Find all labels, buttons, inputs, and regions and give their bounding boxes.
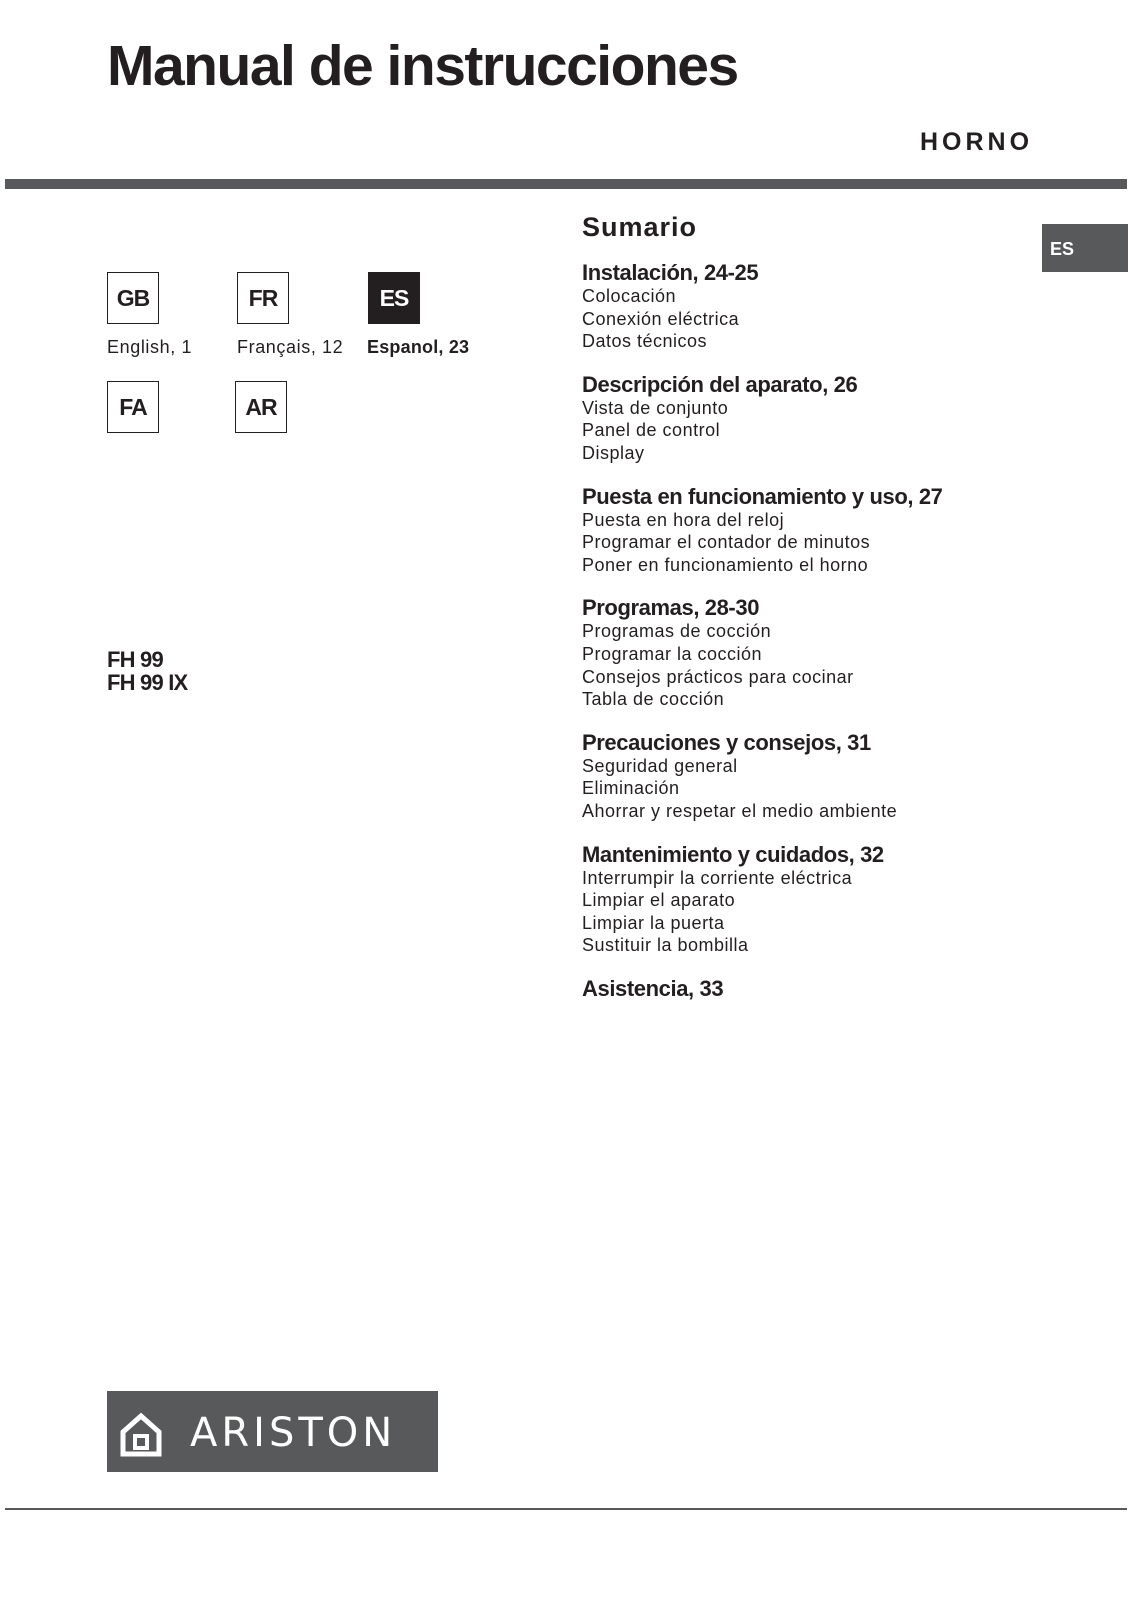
toc-item: Tabla de cocción <box>582 689 725 710</box>
toc-section <box>582 976 1022 1001</box>
toc-item: Display <box>582 442 645 463</box>
toc-item: Panel de control <box>582 420 721 441</box>
brand-logo <box>107 1391 438 1472</box>
toc-item: Limpiar la puerta <box>582 912 725 933</box>
model-list <box>107 648 187 694</box>
toc-section <box>582 730 1022 823</box>
product-type: HORNO <box>920 128 1034 156</box>
toc-item: Programar el contador de minutos <box>582 532 871 553</box>
toc-section-title: Instalación, 24-25 <box>582 260 759 285</box>
brand-name: ARISTON <box>190 1410 397 1456</box>
toc-item: Conexión eléctrica <box>582 308 740 329</box>
toc-item: Consejos prácticos para cocinar <box>582 666 854 687</box>
header-divider <box>5 179 1127 189</box>
toc-item: Eliminación <box>582 778 680 799</box>
toc-section <box>582 372 1022 465</box>
toc-item: Colocación <box>582 286 677 306</box>
toc-section-title: Puesta en funcionamiento y uso, 27 <box>582 483 943 509</box>
toc-item: Sustituir la bombilla <box>582 935 749 956</box>
toc-item: Programar la cocción <box>582 643 763 664</box>
toc-section-title: Precauciones y consejos, 31 <box>582 729 871 755</box>
toc-item: Seguridad general <box>582 755 738 776</box>
language-box-gb: GB <box>107 272 159 324</box>
toc-item: Programas de cocción <box>582 621 772 642</box>
toc-section <box>582 595 1022 710</box>
table-of-contents <box>582 212 1022 1020</box>
toc-item: Puesta en hora del reloj <box>582 509 785 530</box>
model-name: FH 99 <box>107 647 163 672</box>
toc-heading: Sumario <box>582 212 698 242</box>
language-box-ar: AR <box>235 381 287 433</box>
footer-divider <box>5 1508 1127 1510</box>
toc-item: Limpiar el aparato <box>582 890 736 911</box>
language-box-fa: FA <box>107 381 159 433</box>
language-box-fr: FR <box>237 272 289 324</box>
toc-section-title: Asistencia, 33 <box>582 975 724 1001</box>
toc-item: Ahorrar y respetar el medio ambiente <box>582 800 898 821</box>
toc-item: Interrumpir la corriente eléctrica <box>582 867 853 888</box>
toc-section-title: Programas, 28-30 <box>582 595 760 621</box>
house-icon <box>119 1412 163 1463</box>
toc-section <box>582 842 1022 957</box>
toc-section-title: Descripción del aparato, 26 <box>582 371 858 397</box>
language-label-es: Espanol, 23 <box>367 337 470 357</box>
page-title: Manual de instrucciones <box>107 34 738 98</box>
toc-item: Vista de conjunto <box>582 397 729 418</box>
language-label-gb: English, 1 <box>107 337 193 357</box>
toc-item: Poner en funcionamiento el horno <box>582 554 869 575</box>
language-tab: ES <box>1042 224 1128 272</box>
toc-section-title: Mantenimiento y cuidados, 32 <box>582 841 884 867</box>
toc-item: Datos técnicos <box>582 331 708 352</box>
toc-section <box>582 260 1022 353</box>
language-box-es: ES <box>368 272 420 324</box>
language-label-fr: Français, 12 <box>237 337 344 357</box>
model-name: FH 99 IX <box>107 670 188 695</box>
toc-section <box>582 484 1022 577</box>
